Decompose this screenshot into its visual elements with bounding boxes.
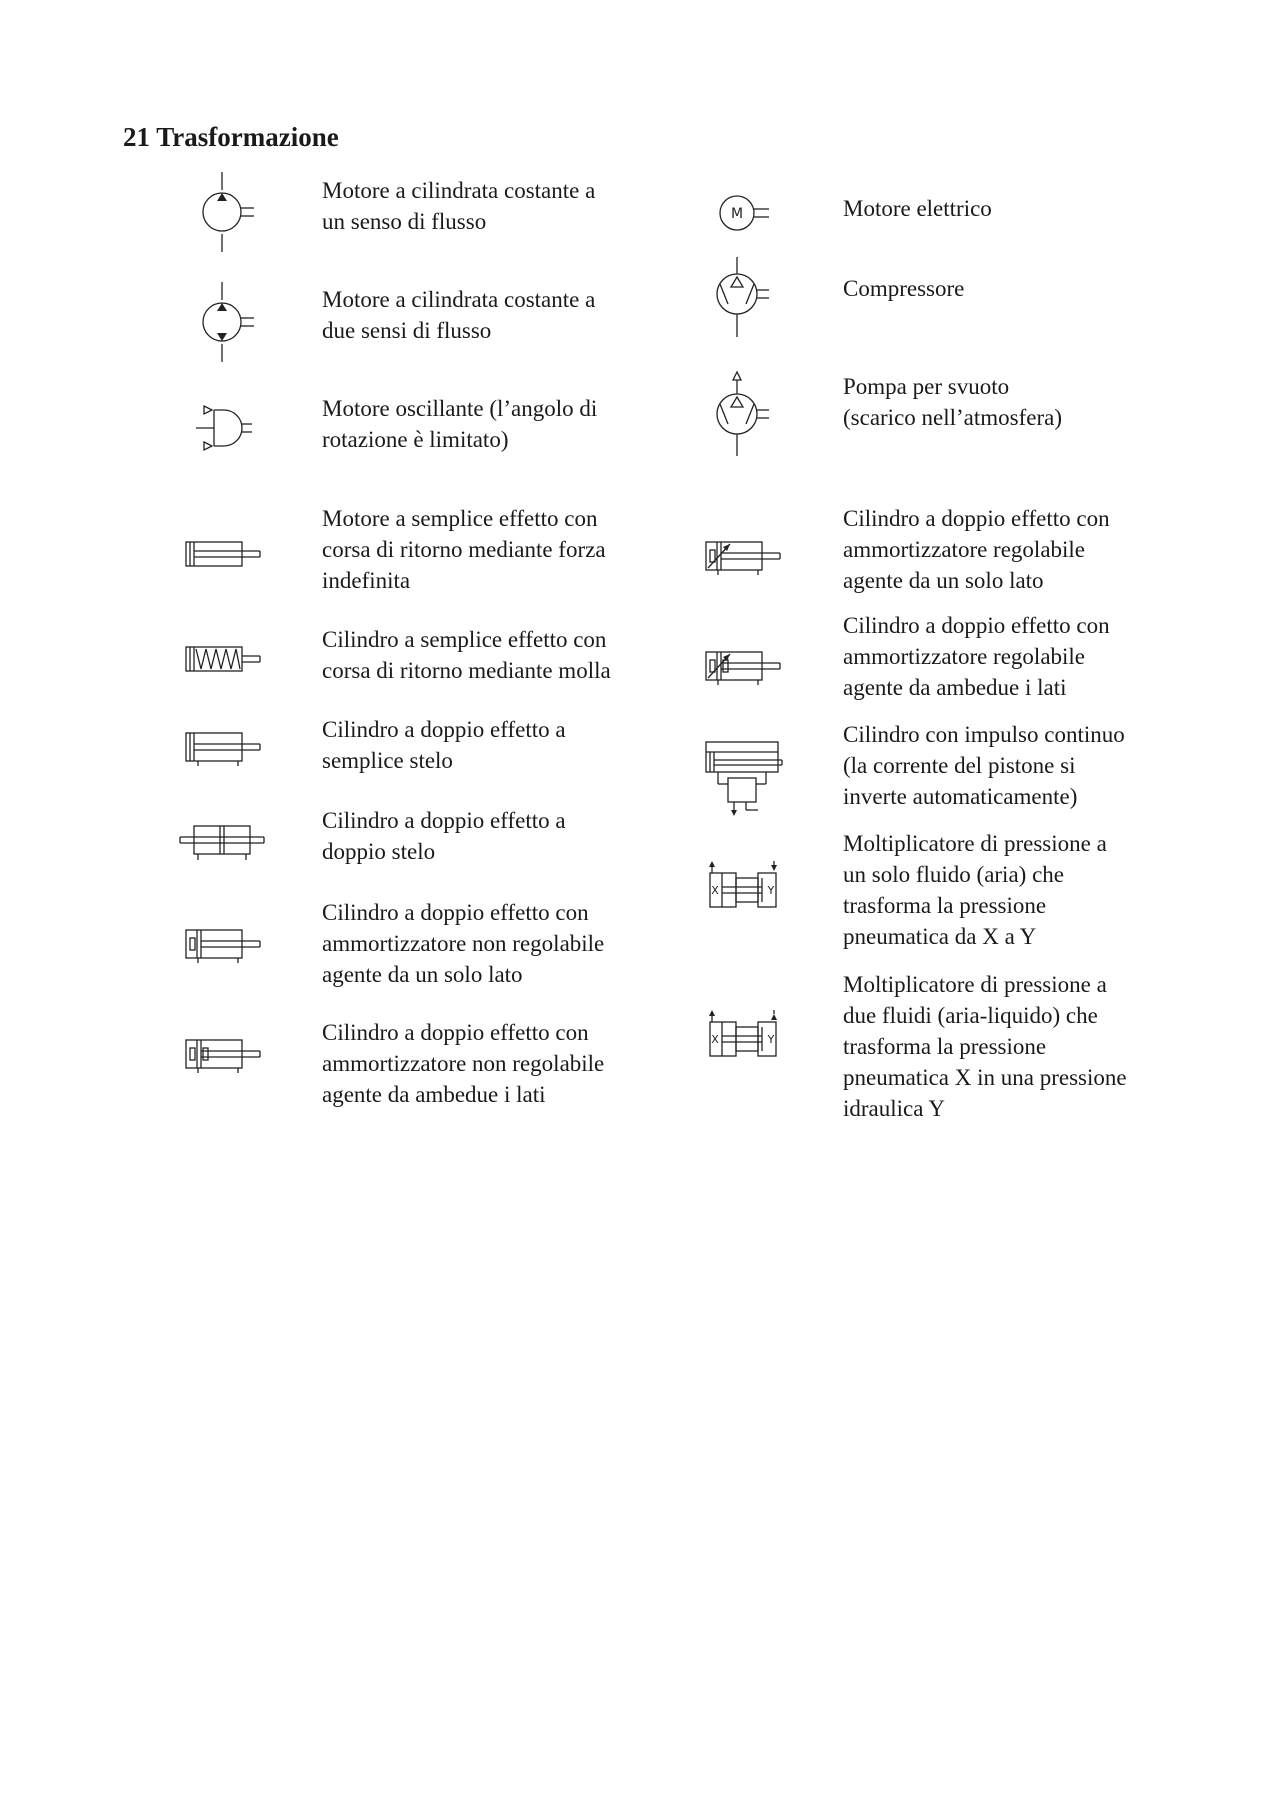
y-glyph: Y <box>767 884 775 897</box>
compressor-icon <box>717 257 773 337</box>
double-acting-cylinder-icon <box>184 731 264 767</box>
symbol-label: Cilindro a doppio effetto a semplice stelo <box>322 717 566 773</box>
symbol-label: Motore oscillante (l’angolo di rotazione è limitato) <box>322 396 598 452</box>
hydraulic-motor-two-directions-icon <box>198 282 258 362</box>
symbol-label: Cilindro a doppio effetto con ammortizzatore regolabile agente da ambedue i lati <box>843 613 1110 700</box>
symbol-label: Cilindro con impulso continuo (la corrente del pistone si inverte automaticamente) <box>843 722 1125 809</box>
double-rod-cylinder-icon <box>180 824 264 862</box>
section-title: 21 Trasformazione <box>123 122 339 152</box>
symbol-label: Cilindro a doppio effetto con ammortizzatore regolabile agente da un solo lato <box>843 506 1110 593</box>
electric-motor-glyph: M <box>730 206 744 222</box>
vacuum-pump-icon <box>717 372 773 456</box>
hydraulic-motor-one-direction-icon <box>198 172 258 252</box>
adjustable-cushion-one-side-cylinder-icon <box>704 540 784 576</box>
fixed-cushion-both-sides-cylinder-icon <box>184 1038 264 1074</box>
symbol-label: Pompa per svuoto (scarico nell’atmosfera) <box>843 374 1063 430</box>
symbol-label: Moltiplicatore di pressione a un solo fluido (aria) che trasforma la pressione pneumatica da X a Y <box>843 831 1107 949</box>
symbol-label: Cilindro a doppio effetto con ammortizzatore non regolabile agente da ambedue i lati <box>322 1020 605 1107</box>
symbol-label: Motore elettrico <box>843 196 992 221</box>
symbol-label: Motore a semplice effetto con corsa di ritorno mediante forza indefinita <box>322 506 606 593</box>
x-glyph: X <box>711 884 719 897</box>
continuous-stroke-cylinder-icon <box>704 740 784 820</box>
pressure-intensifier-air-icon <box>708 861 780 911</box>
adjustable-cushion-both-sides-cylinder-icon <box>704 650 784 686</box>
spring-return-cylinder-icon <box>184 645 264 675</box>
symbol-label: Cilindro a doppio effetto con ammortizzatore non regolabile agente da un solo lato <box>322 900 605 987</box>
y-glyph: Y <box>767 1033 775 1046</box>
symbol-label: Motore a cilindrata costante a un senso di flusso <box>322 178 596 234</box>
oscillating-motor-icon <box>194 404 258 454</box>
fixed-cushion-one-side-cylinder-icon <box>184 928 264 964</box>
symbol-label: Moltiplicatore di pressione a due fluidi (aria-liquido) che trasforma la pressione pneumatica X in una pressione idraulica Y <box>843 972 1127 1121</box>
pressure-intensifier-air-liquid-icon <box>708 1010 780 1060</box>
symbol-label: Cilindro a doppio effetto a doppio stelo <box>322 808 566 864</box>
single-acting-cylinder-icon <box>184 540 264 570</box>
x-glyph: X <box>711 1033 719 1046</box>
symbol-label: Compressore <box>843 276 965 301</box>
electric-motor-icon <box>717 193 773 233</box>
symbol-label: Motore a cilindrata costante a due sensi di flusso <box>322 287 596 343</box>
symbol-label: Cilindro a semplice effetto con corsa di ritorno mediante molla <box>322 627 611 683</box>
